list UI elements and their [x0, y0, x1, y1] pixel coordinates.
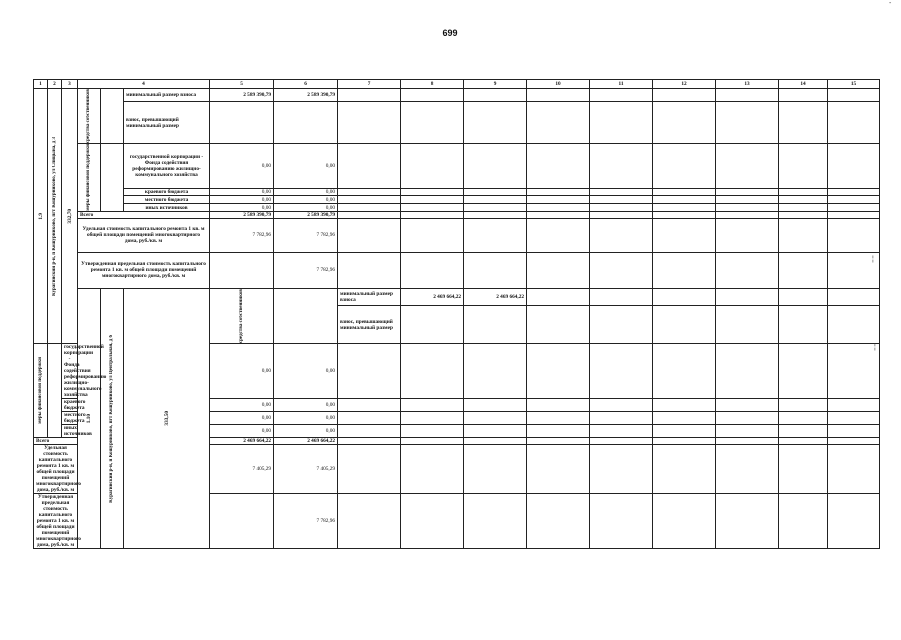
table-row [34, 101, 880, 143]
table-row: 1.10 Курагинский р-н, п Кошурниково, пгт Кошурниково, ул Центральная, д 6 333,50 средства собственников минимальный размер взноса 2 469 664,22 2 469 664,22 [34, 288, 880, 305]
table-row: меры финансовой поддержки государственной корпорации - Фонда содействия реформированию жилищно-коммунального хозяйства 0,00 0,00 [34, 344, 880, 399]
record-address-cell [101, 288, 124, 548]
capital-repair-table [33, 79, 880, 549]
scan-mark: - [889, 0, 892, 7]
header-cell: 3 [62, 80, 78, 89]
record-area: 333,50 [163, 411, 170, 426]
table-row: Удельная стоимость капитального ремонта 1 кв. м общей площади помещений многоквартирного дома, руб./кв. м 7 405,29 7 405,29 [34, 445, 880, 494]
row-label: Утвержденная предельная стоимость капитального ремонта 1 кв. м общей площади помещений многоквартирного дома, руб./кв. м [78, 252, 210, 288]
record-address-cell [48, 89, 62, 344]
header-cell: 10 [527, 80, 590, 89]
table-row: Удельная стоимость капитального ремонта 1 кв. м общей площади помещений многоквартирного дома, руб./кв. м 7 782,96 7 782,96 [34, 218, 880, 252]
table-row: Всего 2 589 390,79 2 589 390,79 [34, 211, 880, 218]
row-label: Всего [78, 211, 210, 218]
header-cell: 12 [653, 80, 716, 89]
header-cell: 5 [210, 80, 274, 89]
header-cell: 15 [828, 80, 880, 89]
row-label: государственной корпорации - Фонда содействия реформированию жилищно-коммунального хозяйства [124, 144, 210, 188]
record-address: Курагинский р-н, п Кошурниково, пгт Кошурниково, ул Спицына, д 3 [51, 136, 57, 296]
row-label: взнос, превышающий минимальный размер [338, 306, 401, 344]
scan-mark: ¦ [874, 344, 876, 351]
row-label: Удельная стоимость капитального ремонта 1 кв. м общей площади помещений многоквартирного дома, руб./кв. м [34, 445, 78, 494]
table-row: Всего 2 469 664,22 2 469 664,22 [34, 438, 880, 445]
table-row: Утвержденная предельная стоимость капитального ремонта 1 кв. м общей площади помещений многоквартирного дома, руб./кв. м 7 782,96 [34, 252, 880, 288]
group-support: меры финансовой поддержки [34, 344, 48, 438]
header-cell: 8 [401, 80, 464, 89]
table-row: местного бюджета 0,00 0,00 [34, 196, 880, 204]
row-label: краевого бюджета [62, 399, 78, 412]
header-cell: 9 [464, 80, 527, 89]
header-cell: 7 [338, 80, 401, 89]
row-label: взнос, превышающий минимальный размер [124, 101, 210, 143]
row-label: минимальный размер взноса [338, 288, 401, 305]
table-row: Утвержденная предельная стоимость капитального ремонта 1 кв. м общей площади помещений многоквартирного дома, руб./кв. м 7 782,96 [34, 494, 880, 549]
table-row: местного бюджета 0,00 0,00 [34, 412, 880, 425]
table-row: краевого бюджета 0,00 0,00 [34, 188, 880, 196]
row-label: минимальный размер взноса [124, 89, 210, 102]
row-label: Удельная стоимость капитального ремонта 1 кв. м общей площади помещений многоквартирного дома, руб./кв. м [78, 218, 210, 252]
row-label: краевого бюджета [124, 188, 210, 196]
table-row: краевого бюджета 0,00 0,00 [34, 399, 880, 412]
record-address: Курагинский р-н, п Кошурниково, пгт Кошурниково, ул Центральная, д 6 [109, 334, 114, 503]
header-cell: 1 [34, 80, 48, 89]
row-label: местного бюджета [62, 412, 78, 425]
table-row: иных источников 0,00 0,00 [34, 204, 880, 212]
header-cell: 13 [716, 80, 779, 89]
group-support: меры финансовой поддержки [78, 144, 101, 212]
header-cell: 4 [78, 80, 210, 89]
row-label: Всего [34, 438, 78, 445]
table-row: иных источников 0,00 0,00 [34, 425, 880, 438]
header-cell: 2 [48, 80, 62, 89]
row-label: Утвержденная предельная стоимость капитального ремонта 1 кв. м общей площади помещений многоквартирного дома, руб./кв. м [34, 494, 78, 549]
header-cell: 11 [590, 80, 653, 89]
record-area-cell [62, 89, 78, 344]
record-area-cell [124, 288, 210, 548]
record-area: 332,70 [66, 208, 73, 224]
record-number: 1.10 [86, 413, 92, 424]
record-number: 1.9 [37, 212, 44, 220]
scan-mark: ¦ [872, 256, 874, 263]
group-owner-funds: средства собственников [210, 288, 274, 343]
page-number: 699 [442, 28, 458, 38]
table-row: 1.9 Курагинский р-н, п Кошурниково, пгт Кошурниково, ул Спицына, д 3 332,70 средства собственников минимальный размер взноса 2 589 390,79 2 589 390,79 [34, 89, 880, 102]
record-number-cell [34, 89, 48, 344]
header-cell: 6 [274, 80, 338, 89]
row-label: государственной корпорации - Фонда содействия реформированию жилищно-коммунального хозяйства [62, 344, 78, 399]
header-row [34, 80, 880, 89]
header-cell: 14 [779, 80, 828, 89]
table-row: меры финансовой поддержки государственной корпорации - Фонда содействия реформированию жилищно-коммунального хозяйства 0,00 0,00 [34, 144, 880, 188]
row-label: местного бюджета [124, 196, 210, 204]
group-owner-funds: средства собственников [78, 89, 101, 144]
row-label: иных источников [124, 204, 210, 212]
row-label: иных источников [62, 425, 78, 438]
